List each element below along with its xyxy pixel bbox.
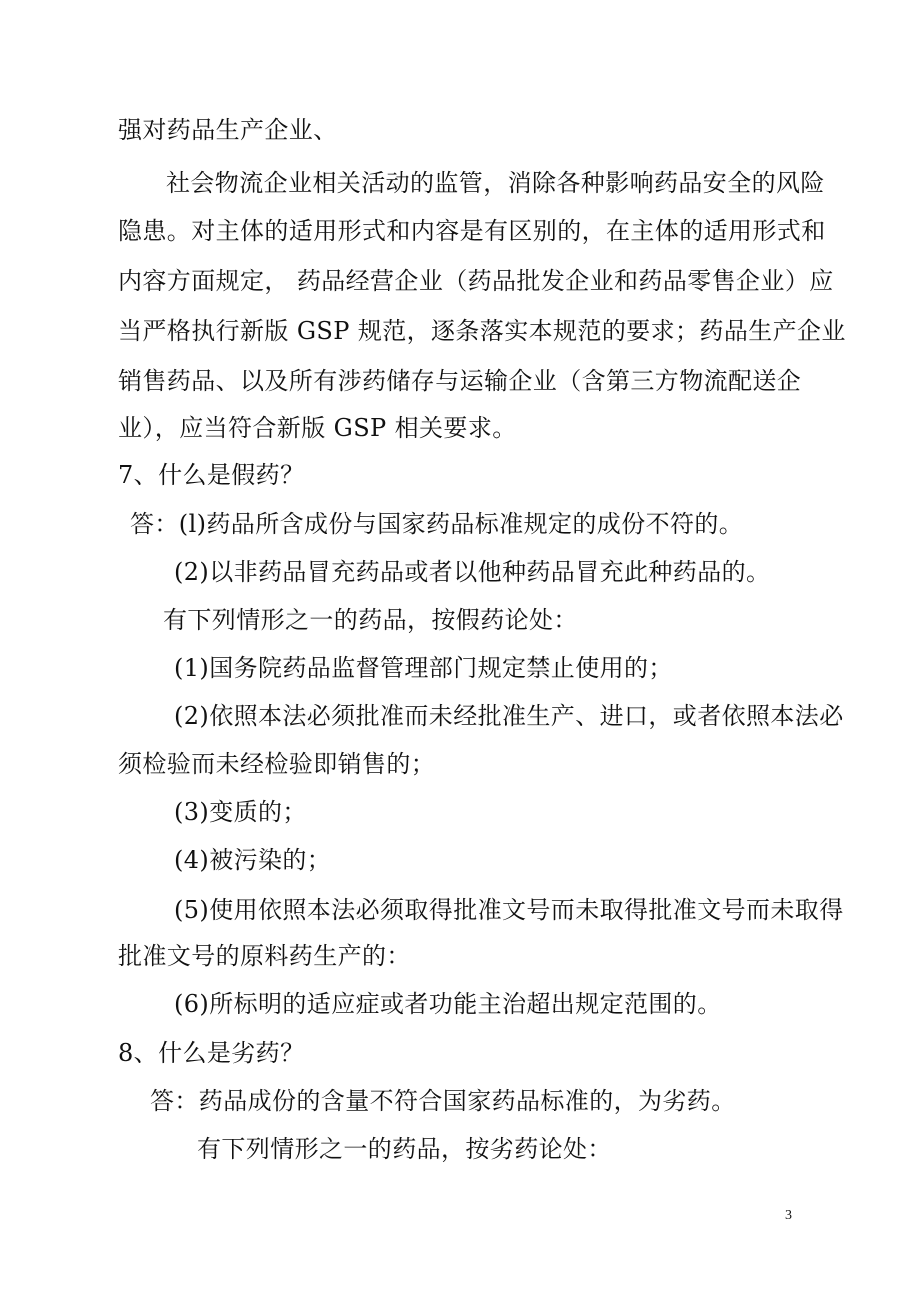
text-line: 答：药品成份的含量不符合国家药品标准的，为劣药。: [150, 1087, 736, 1115]
text-line: 销售药品、以及所有涉药储存与运输企业（含第三方物流配送企: [118, 367, 802, 395]
text-line: (5)使用依照本法必须取得批准文号而未取得批准文号而未取得: [174, 896, 844, 924]
text-line: 业），应当符合新版 GSP 相关要求。: [118, 414, 517, 442]
text-line: (1)国务院药品监督管理部门规定禁止使用的；: [174, 654, 673, 682]
text-line: (2)以非药品冒充药品或者以他种药品冒充此种药品的。: [174, 558, 771, 586]
text-line: 答：(l)药品所含成份与国家药品标准规定的成份不符的。: [130, 510, 744, 538]
section-heading: 8、什么是劣药？: [118, 1039, 305, 1067]
text-line: 内容方面规定， 药品经营企业（药品批发企业和药品零售企业）应: [118, 267, 834, 295]
page-number: 3: [785, 1208, 792, 1223]
text-line: 批准文号的原料药生产的：: [118, 942, 411, 970]
text-line: 隐患。对主体的适用形式和内容是有区别的，在主体的适用形式和: [118, 217, 826, 245]
text-line: (4)被污染的；: [174, 846, 332, 874]
text-line: 当严格执行新版 GSP 规范，逐条落实本规范的要求；药品生产企业: [118, 317, 846, 345]
text-line: (6)所标明的适应症或者功能主治超出规定范围的。: [174, 990, 722, 1018]
text-line: (2)依照本法必须批准而未经批准生产、进口，或者依照本法必: [174, 702, 844, 730]
text-line: 社会物流企业相关活动的监管，消除各种影响药品安全的风险: [166, 169, 825, 197]
text-line: 须检验而未经检验即销售的；: [118, 750, 436, 778]
text-line: 有下列情形之一的药品，按假药论处：: [163, 606, 578, 634]
text-line: 强对药品生产企业、: [118, 116, 338, 144]
text-line: 有下列情形之一的药品，按劣药论处：: [197, 1135, 612, 1163]
section-heading: 7、什么是假药？: [118, 461, 305, 489]
text-line: (3)变质的；: [174, 798, 307, 826]
